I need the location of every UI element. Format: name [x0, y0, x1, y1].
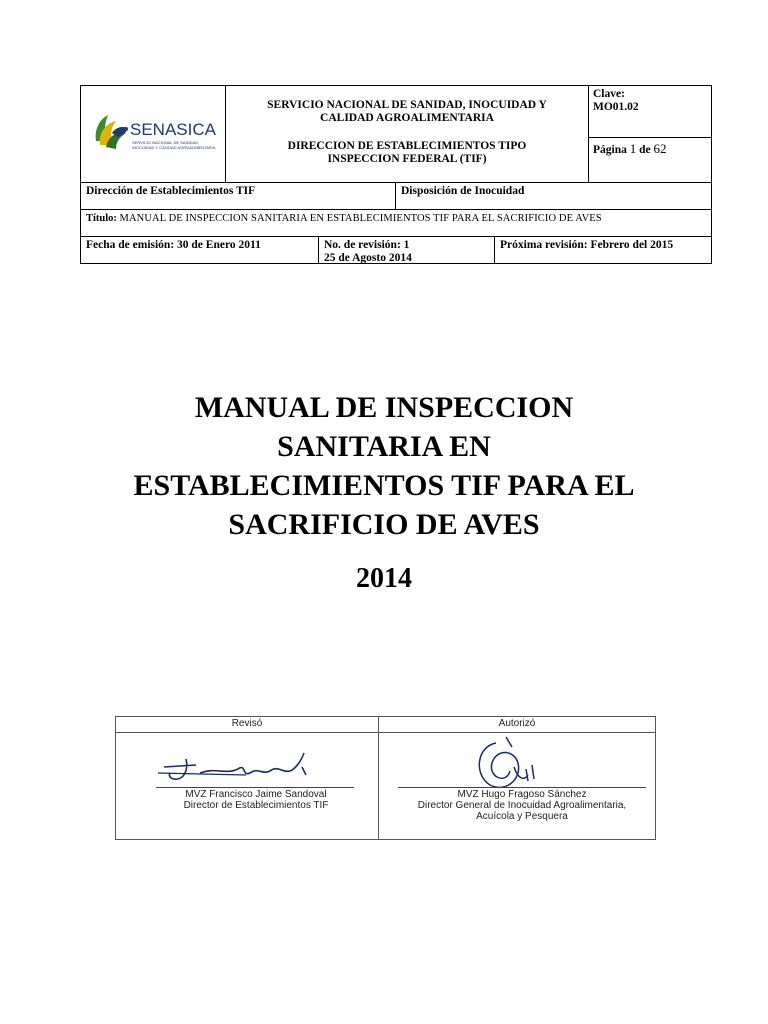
pagina-label: Página	[593, 144, 627, 156]
titulo-cell	[81, 210, 711, 226]
main-title-line: ESTABLECIMIENTOS TIF PARA EL	[133, 469, 635, 502]
header-row-2	[81, 183, 711, 210]
senasica-logo	[81, 86, 226, 182]
main-title-line: MANUAL DE INSPECCION	[194, 391, 574, 424]
main-title	[80, 388, 688, 544]
org-line-1: SERVICIO NACIONAL DE SANIDAD, INOCUIDAD Y	[267, 99, 547, 111]
titulo-label: Título:	[86, 213, 117, 224]
fecha-emision-cell: Fecha de emisión: 30 de Enero 2011	[81, 237, 319, 264]
autorizo-role-2: Acuícola y Pesquera	[476, 811, 568, 822]
header-row-4	[81, 237, 711, 264]
reviso-signature-icon	[156, 747, 326, 787]
clave-label: Clave:	[593, 88, 625, 100]
dir-line-2: INSPECCION FEDERAL (TIF)	[327, 153, 487, 165]
proxima-revision-cell: Próxima revisión: Febrero del 2015	[500, 239, 674, 251]
reviso-label: Revisó	[231, 718, 263, 729]
dir-line-1: DIRECCION DE ESTABLECIMIENTOS TIPO	[287, 140, 527, 152]
revision-number: No. de revisión: 1	[324, 239, 410, 251]
document-header-table	[80, 85, 712, 264]
disposicion-cell: Disposición de Inocuidad	[401, 185, 525, 197]
revision-date: 25 de Agosto 2014	[324, 252, 412, 264]
pagina-total: 62	[653, 141, 667, 156]
main-title-line: SACRIFICIO DE AVES	[228, 508, 540, 541]
senasica-emblem-icon	[86, 111, 222, 161]
reviso-role: Director de Establecimientos TIF	[183, 800, 329, 811]
svg-text:SERVICIO NACIONAL DE SANIDAD,: SERVICIO NACIONAL DE SANIDAD,	[132, 140, 200, 145]
document-year: 2014	[356, 563, 412, 594]
svg-text:INOCUIDAD Y CALIDAD AGROALIMEN: INOCUIDAD Y CALIDAD AGROALIMENTARIA	[132, 145, 216, 150]
direccion-cell: Dirección de Establecimientos TIF	[81, 183, 396, 209]
organization-cell	[226, 86, 589, 182]
titulo-value: MANUAL DE INSPECCION SANITARIA EN ESTABLECIMIENTOS TIF PARA EL SACRIFICIO DE AVES	[119, 213, 602, 224]
pagina-number: 1	[629, 141, 637, 156]
reviso-name: MVZ Francisco Jaime Sandoval	[185, 789, 327, 800]
autorizo-signature-icon	[466, 735, 556, 795]
svg-text:SENASICA: SENASICA	[130, 120, 216, 139]
signature-block	[115, 716, 656, 840]
autorizo-name: MVZ Hugo Fragoso Sánchez	[457, 789, 587, 800]
clave-cell	[589, 86, 711, 182]
clave-value: MO01.02	[593, 101, 639, 113]
org-line-2: CALIDAD AGROALIMENTARIA	[320, 112, 494, 124]
header-row-3	[81, 210, 711, 237]
revision-cell	[319, 237, 495, 264]
header-row-1	[81, 86, 711, 183]
pagina-de: de	[639, 144, 651, 156]
autorizo-label: Autorizó	[498, 718, 536, 729]
autorizo-role-1: Director General de Inocuidad Agroalimentaria,	[417, 800, 627, 811]
page-indicator	[589, 138, 711, 182]
main-title-line: SANITARIA EN	[277, 430, 491, 463]
